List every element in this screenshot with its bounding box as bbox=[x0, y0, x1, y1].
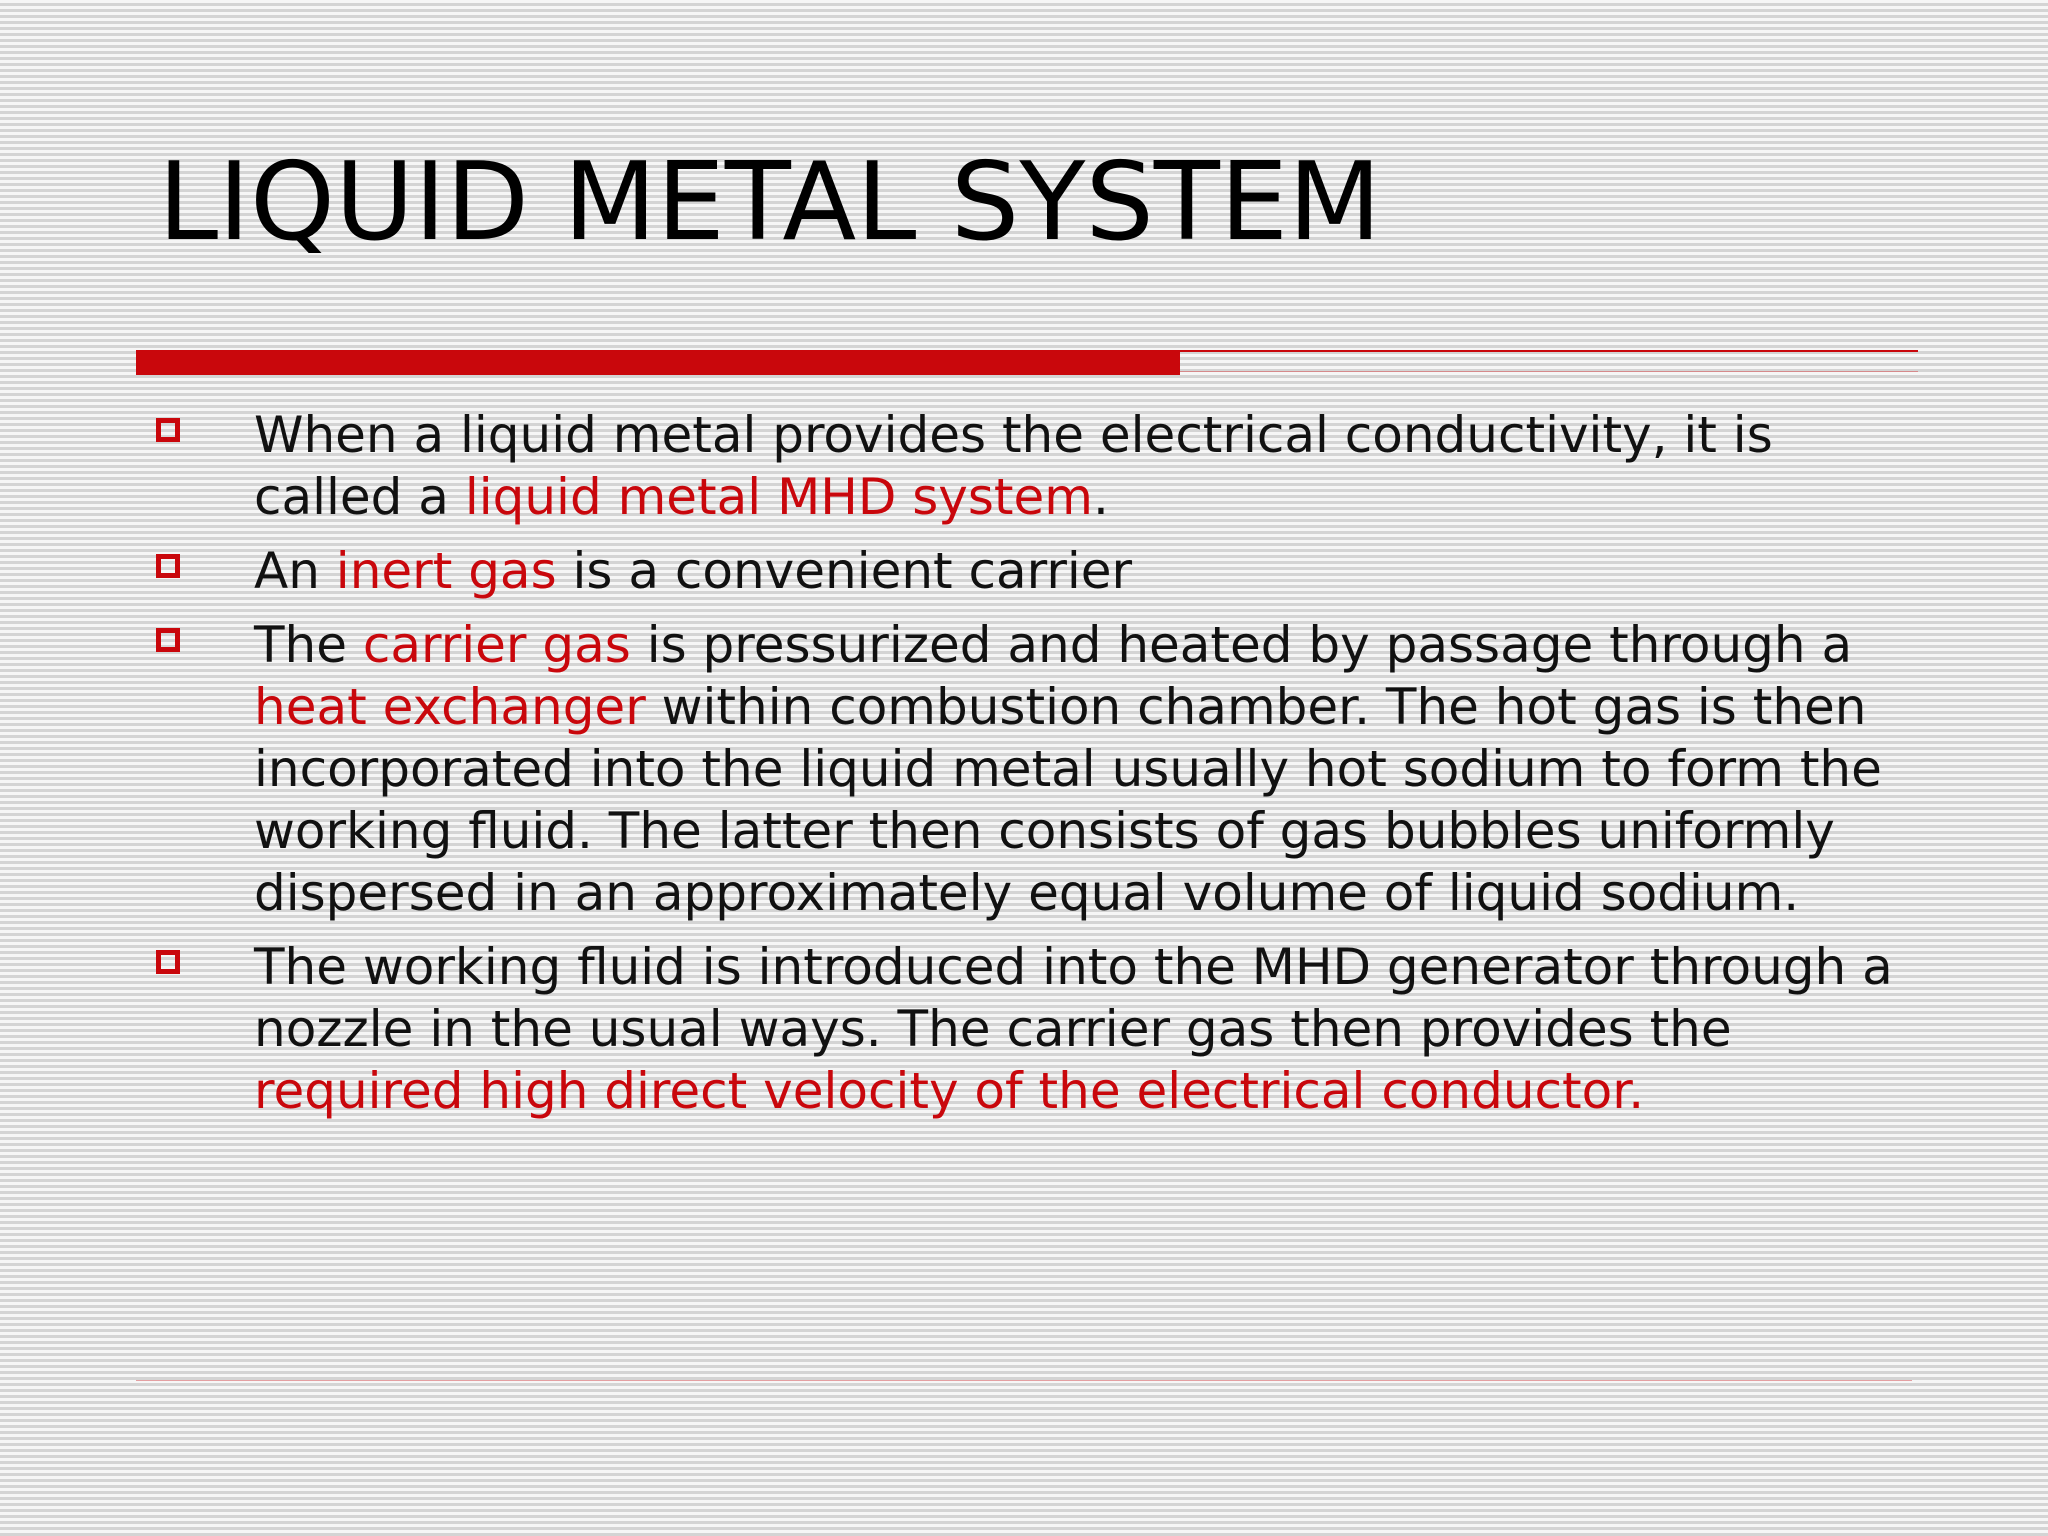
bullet-text: is pressurized and heated by passage through a bbox=[630, 616, 1853, 674]
bullet-item-working-fluid bbox=[152, 936, 1912, 1122]
hollow-square-bullet-icon bbox=[156, 628, 180, 652]
highlight-text: heat exchanger bbox=[254, 678, 646, 736]
title-accent-bar bbox=[136, 350, 1180, 375]
bullet-text: When a liquid metal provides the electrical conductivity, it is called a bbox=[254, 406, 1773, 526]
bullet-item-inert-gas bbox=[152, 540, 1912, 602]
footer-divider bbox=[136, 1380, 1912, 1381]
highlight-text: liquid metal MHD system bbox=[464, 468, 1093, 526]
bullet-text: within combustion chamber. The hot gas is then incorporated into the liquid metal usually hot sodium to form the working fluid. The latter then consists of gas bubbles uniformly dispersed in an approximately equal volume of liquid sodium. bbox=[254, 678, 1882, 922]
hollow-square-bullet-icon bbox=[156, 554, 180, 578]
hollow-square-bullet-icon bbox=[156, 418, 180, 442]
slide-title: LIQUID METAL SYSTEM bbox=[158, 140, 1382, 265]
highlight-text: required high direct velocity of the electrical conductor. bbox=[254, 1062, 1645, 1120]
highlight-text: inert gas bbox=[335, 542, 557, 600]
bullet-text: The working fluid is introduced into the MHD generator through a nozzle in the usual ways. The carrier gas then provides the bbox=[254, 938, 1893, 1058]
bullet-text: is a convenient carrier bbox=[556, 542, 1133, 600]
title-accent-line bbox=[1180, 350, 1918, 352]
hollow-square-bullet-icon bbox=[156, 950, 180, 974]
highlight-text: carrier gas bbox=[362, 616, 631, 674]
title-accent-line-lower bbox=[1180, 371, 1918, 372]
bullet-item-carrier-gas bbox=[152, 614, 1912, 924]
bullet-text: . bbox=[1092, 468, 1109, 526]
bullet-text: The bbox=[254, 616, 363, 674]
bullet-text: An bbox=[254, 542, 336, 600]
bullet-item-liquid-metal-conductivity bbox=[152, 404, 1912, 528]
bullet-list bbox=[152, 404, 1912, 1134]
